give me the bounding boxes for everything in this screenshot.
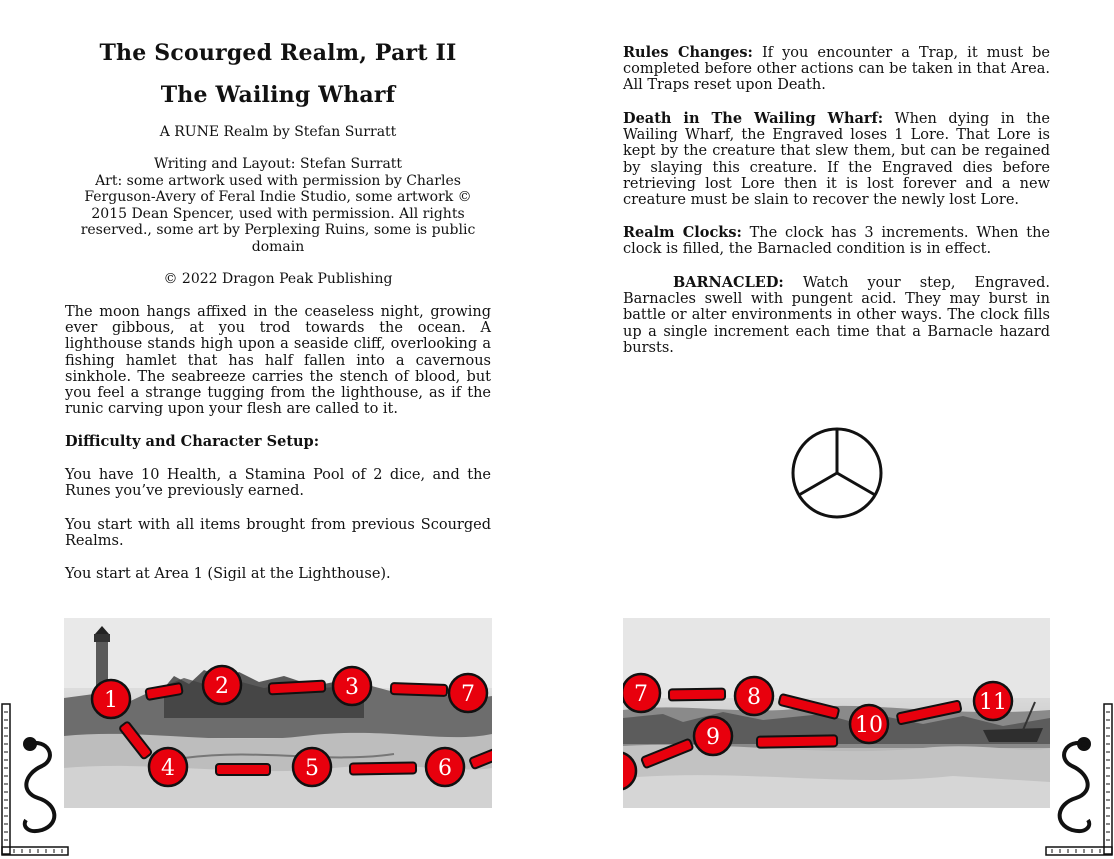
serpent-coil (25, 739, 55, 831)
copyright: © 2022 Dragon Peak Publishing (163, 271, 393, 287)
realm-clocks-text: The clock has 3 increments. When the clock is filled, the Barnacled condition is in effect. (623, 225, 1050, 258)
intro-paragraph: The moon hangs affixed in the ceaseless night, growing ever gibbous, at you trod towards the ocean. A lighthouse stands high upon a seaside cliff, overlooking a fishing hamlet that has half fallen into a cavernous sinkhole. The seabreeze carries the stench of blood, but you feel a strange tugging from the lighthouse, as if the runic carving upon your flesh are called to it. (65, 304, 491, 418)
setup-heading: Difficulty and Character Setup: (65, 433, 320, 450)
rules-changes-paragraph (623, 45, 1050, 94)
death-paragraph (623, 111, 1050, 208)
map-illustration-left (64, 618, 492, 808)
path-segment (216, 764, 270, 775)
area-node[interactable] (974, 682, 1012, 720)
area-node[interactable] (694, 717, 732, 755)
realm-clocks-label: Realm Clocks: (623, 224, 742, 241)
realm-clocks-paragraph (623, 225, 1050, 257)
death-text: When dying in the Wailing Wharf, the Engraved loses 1 Lore. That Lore is kept by the creature that slew them, but can be regained by slaying this creature. If the Engraved dies before retrieving lost Lore then it is lost forever and a new creature must be slain to recover the newly lost Lore. (623, 111, 1050, 209)
svg-text:10: 10 (855, 713, 883, 738)
svg-text:6: 6 (438, 756, 452, 781)
area-node[interactable] (203, 666, 241, 704)
path-segment (757, 735, 837, 747)
area-node[interactable] (850, 705, 888, 743)
svg-text:1: 1 (104, 688, 118, 713)
setup-paragraph: You start with all items brought from previous Scourged Realms. (65, 517, 491, 550)
rules-changes-text: If you encounter a Trap, it must be completed before other actions can be taken in that Area. All Traps reset upon Death. (623, 45, 1050, 94)
svg-text:8: 8 (747, 685, 761, 710)
credit-line: Writing and Layout: Stefan Surratt (153, 156, 403, 172)
credit-line: reserved., some art by Perplexing Ruins, some is public (80, 222, 476, 238)
realm-subtitle: The Wailing Wharf (160, 82, 396, 108)
barnacled-text: Watch your step, Engraved. Barnacles swell with pungent acid. They may burst in battle or alter environments in other ways. The clock fills up a single increment each time that a Barnacle hazard bursts. (623, 275, 1050, 356)
svg-text:11: 11 (979, 690, 1007, 715)
credits-block (66, 156, 490, 255)
death-label: Death in The Wailing Wharf: (623, 110, 884, 127)
setup-paragraph: You start at Area 1 (Sigil at the Lighthouse). (65, 566, 391, 582)
barnacled-paragraph (623, 275, 1050, 356)
path-segment (269, 681, 325, 695)
area-node[interactable] (735, 677, 773, 715)
credit-line: domain (251, 238, 305, 255)
map-illustration-right (623, 618, 1050, 808)
realm-title: The Scourged Realm, Part II (99, 40, 457, 66)
svg-text:2: 2 (215, 674, 229, 699)
serpent-ornament-right (1042, 700, 1114, 859)
svg-text:7: 7 (634, 682, 648, 707)
serpent-coil (1060, 739, 1090, 831)
path-segment (669, 689, 725, 701)
area-node[interactable] (623, 674, 660, 712)
area-node[interactable] (449, 674, 487, 712)
credit-line: Art: some artwork used with permission by Charles (95, 172, 461, 189)
area-node[interactable] (92, 680, 130, 718)
svg-text:4: 4 (161, 756, 175, 781)
area-map-left (64, 618, 492, 808)
path-segment (350, 762, 416, 774)
area-node[interactable] (149, 748, 187, 786)
rune-border-horizontal (2, 847, 68, 855)
svg-text:9: 9 (706, 725, 720, 750)
credit-line: 2015 Dean Spencer, used with permission. All rights (91, 205, 465, 222)
path-segment (391, 683, 447, 696)
rules-changes-label: Rules Changes: (623, 44, 753, 61)
svg-text:3: 3 (345, 675, 359, 700)
svg-text:7: 7 (461, 682, 475, 707)
setup-paragraph: You have 10 Health, a Stamina Pool of 2 dice, and the Runes you’ve previously earned. (65, 467, 491, 500)
area-node[interactable] (293, 748, 331, 786)
svg-text:5: 5 (305, 756, 319, 781)
serpent-ornament-left (0, 700, 72, 859)
area-node[interactable] (426, 748, 464, 786)
barnacled-label: BARNACLED: (673, 274, 784, 291)
credit-line: Ferguson-Avery of Feral Indie Studio, some artwork © (84, 189, 472, 205)
byline: A RUNE Realm by Stefan Surratt (159, 124, 397, 140)
area-node[interactable] (333, 667, 371, 705)
area-map-right (623, 618, 1050, 808)
realm-clock (789, 425, 885, 521)
rune-border-horizontal (1046, 847, 1112, 855)
